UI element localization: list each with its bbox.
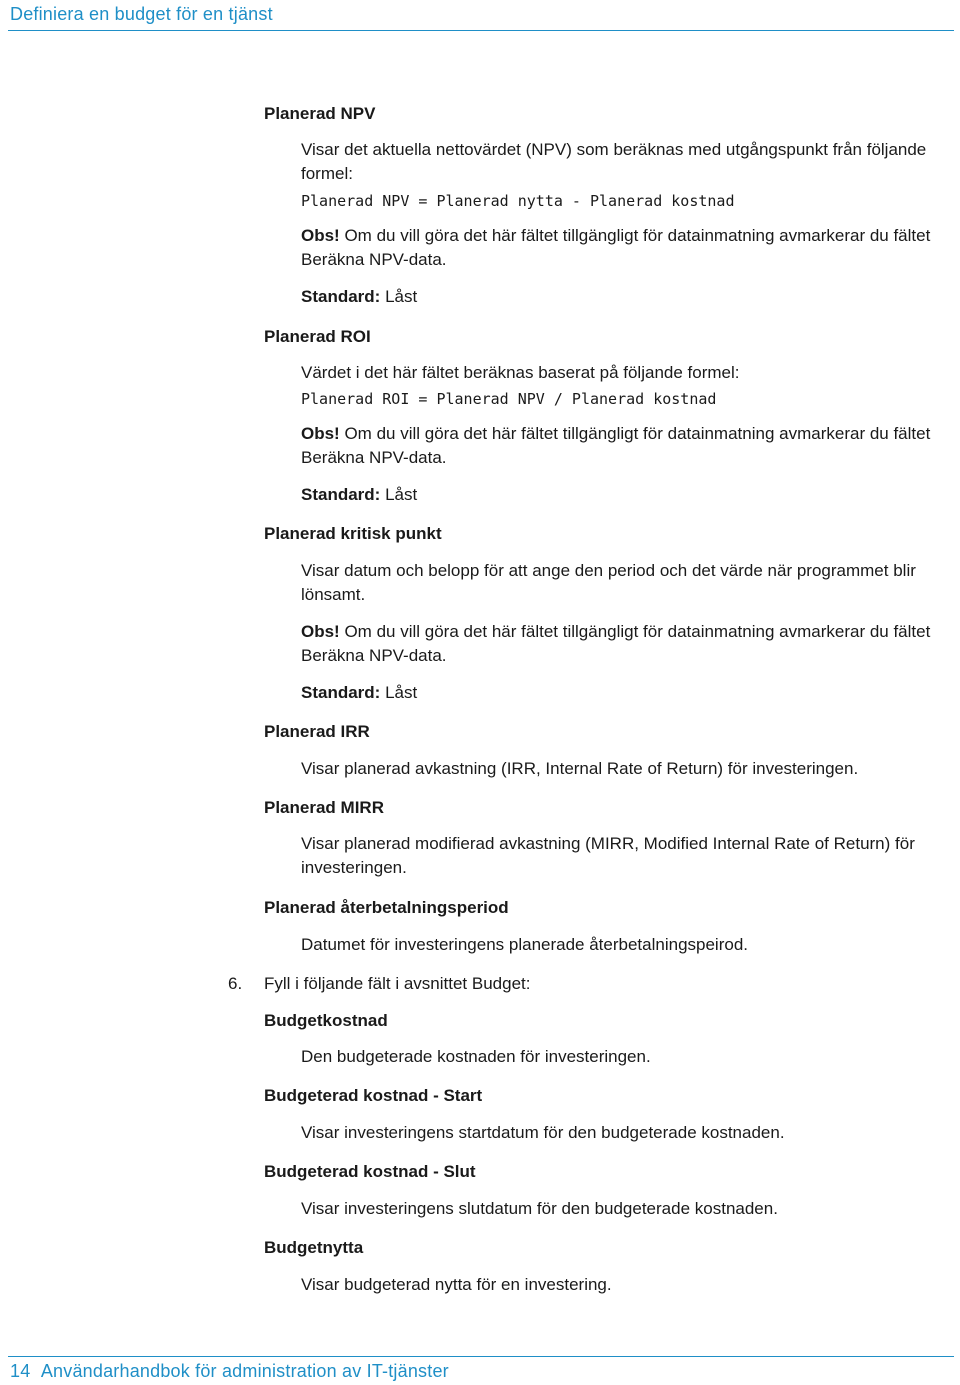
default-breakeven <box>301 681 417 705</box>
default-value: Låst <box>380 485 418 504</box>
note-npv <box>301 224 951 272</box>
note-text: Om du vill göra det här fältet tillgängligt för datainmatning avmarkerar du fältet Beräkna NPV-data. <box>301 226 931 269</box>
note-label: Obs! <box>301 622 340 641</box>
field-heading-budget-start: Budgeterad kostnad - Start <box>264 1086 483 1105</box>
note-text: Om du vill göra det här fältet tillgängligt för datainmatning avmarkerar du fältet Beräkna NPV-data. <box>301 424 931 467</box>
default-roi <box>301 483 417 507</box>
book-title: Användarhandbok för administration av IT-tjänster <box>40 1361 449 1381</box>
default-npv <box>301 285 417 309</box>
field-heading-mirr: Planerad MIRR <box>264 798 384 817</box>
formula-npv: Planerad NPV = Planerad nytta - Planerad kostnad <box>301 192 735 210</box>
field-desc-mirr: Visar planerad modifierad avkastning (MIRR, Modified Internal Rate of Return) för investeringen. <box>301 834 915 877</box>
field-heading-budget-slut: Budgeterad kostnad - Slut <box>264 1162 476 1181</box>
field-desc-roi: Värdet i det här fältet beräknas baserat på följande formel: <box>301 363 740 382</box>
field-desc-budgetkostnad: Den budgeterade kostnaden för investeringen. <box>301 1047 651 1066</box>
note-roi <box>301 422 951 470</box>
header-divider <box>8 30 954 31</box>
note-label: Obs! <box>301 424 340 443</box>
default-value: Låst <box>380 683 418 702</box>
field-desc-npv: Visar det aktuella nettovärdet (NPV) som beräknas med utgångspunkt från följande formel: <box>301 140 927 183</box>
note-text: Om du vill göra det här fältet tillgängligt för datainmatning avmarkerar du fältet Beräkna NPV-data. <box>301 622 931 665</box>
page-number: 14 <box>10 1361 31 1381</box>
field-desc-budget-slut: Visar investeringens slutdatum för den budgeterade kostnaden. <box>301 1199 778 1218</box>
field-heading-roi: Planerad ROI <box>264 327 371 346</box>
field-heading-breakeven: Planerad kritisk punkt <box>264 524 442 543</box>
running-header: Definiera en budget för en tjänst <box>10 4 273 24</box>
field-heading-budgetnytta: Budgetnytta <box>264 1238 364 1257</box>
default-value: Låst <box>380 287 418 306</box>
default-label: Standard: <box>301 485 381 504</box>
field-heading-npv: Planerad NPV <box>264 104 376 123</box>
field-desc-payback: Datumet för investeringens planerade återbetalningspeirod. <box>301 935 748 954</box>
footer-divider <box>8 1356 954 1357</box>
note-breakeven <box>301 620 951 668</box>
default-label: Standard: <box>301 287 381 306</box>
field-desc-irr: Visar planerad avkastning (IRR, Internal Rate of Return) för investeringen. <box>301 759 859 778</box>
formula-roi: Planerad ROI = Planerad NPV / Planerad kostnad <box>301 390 717 408</box>
running-footer <box>10 1361 449 1382</box>
step-number: 6. <box>228 974 243 993</box>
field-heading-payback: Planerad återbetalningsperiod <box>264 898 509 917</box>
field-desc-budgetnytta: Visar budgeterad nytta för en investering. <box>301 1275 612 1294</box>
field-heading-irr: Planerad IRR <box>264 722 370 741</box>
default-label: Standard: <box>301 683 381 702</box>
note-label: Obs! <box>301 226 340 245</box>
field-heading-budgetkostnad: Budgetkostnad <box>264 1011 388 1030</box>
step-text: Fyll i följande fält i avsnittet Budget: <box>264 974 531 993</box>
field-desc-budget-start: Visar investeringens startdatum för den budgeterade kostnaden. <box>301 1123 785 1142</box>
field-desc-breakeven: Visar datum och belopp för att ange den period och det värde när programmet blir lönsamt. <box>301 561 916 604</box>
